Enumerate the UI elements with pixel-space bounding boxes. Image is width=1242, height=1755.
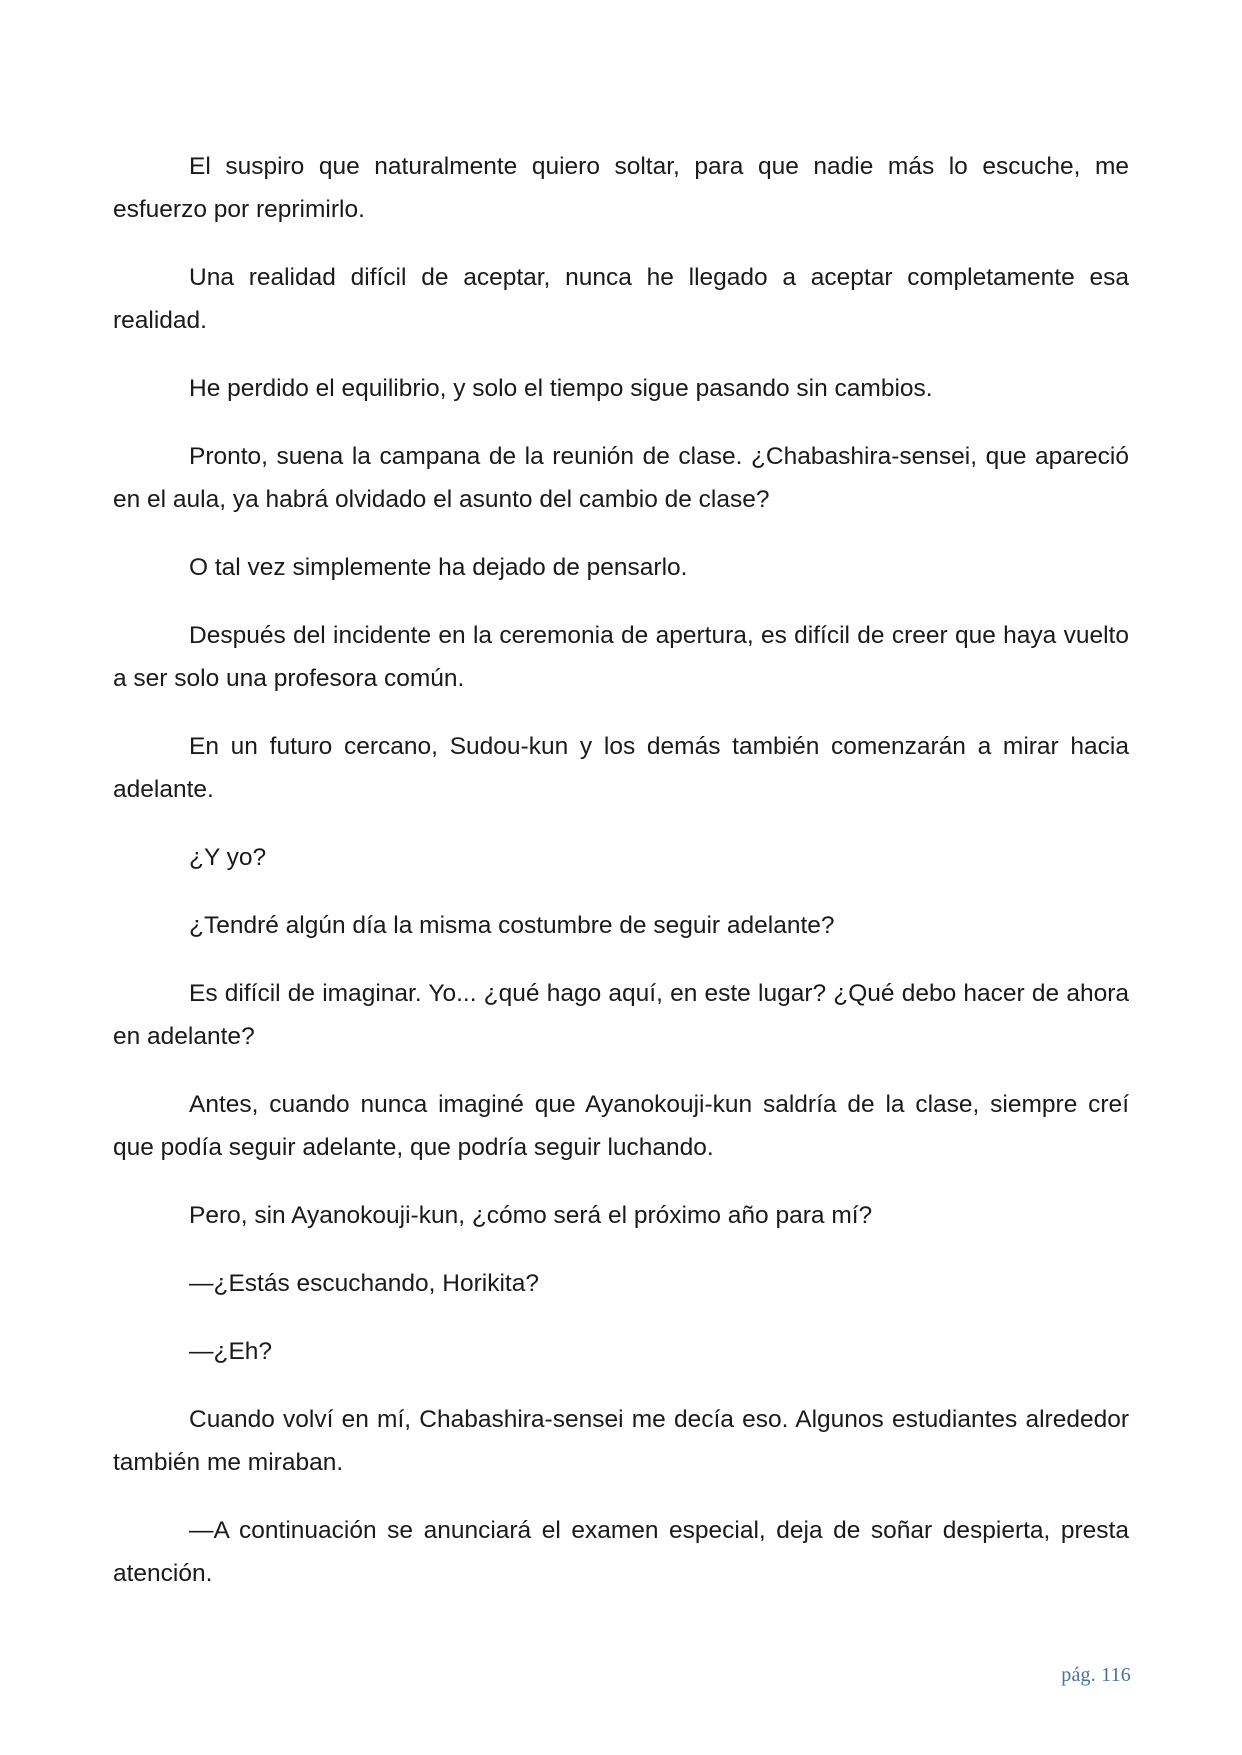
paragraph: —¿Eh?: [189, 1338, 273, 1365]
paragraph: ¿Tendré algún día la misma costumbre de seguir adelante?: [189, 912, 835, 939]
paragraph: Pero, sin Ayanokouji-kun, ¿cómo será el próximo año para mí?: [189, 1202, 873, 1229]
paragraph: Pronto, suena la campana de la reunión de clase. ¿Chabashira-sensei, que apareció en el aula, ya habrá olvidado el asunto del cambio de clase?: [113, 443, 1129, 513]
paragraph: Después del incidente en la ceremonia de apertura, es difícil de creer que haya vuelto a ser solo una profesora común.: [113, 622, 1129, 692]
paragraph: En un futuro cercano, Sudou-kun y los demás también comenzarán a mirar hacia adelante.: [113, 733, 1129, 803]
paragraph: Una realidad difícil de aceptar, nunca he llegado a aceptar completamente esa realidad.: [113, 264, 1129, 334]
paragraph: —¿Estás escuchando, Horikita?: [189, 1270, 539, 1297]
paragraph: Antes, cuando nunca imaginé que Ayanokouji-kun saldría de la clase, siempre creí que podía seguir adelante, que podría seguir luchando.: [113, 1091, 1129, 1161]
paragraph: Cuando volví en mí, Chabashira-sensei me decía eso. Algunos estudiantes alrededor también me miraban.: [113, 1406, 1129, 1476]
paragraph: ¿Y yo?: [189, 844, 267, 871]
paragraph: —A continuación se anunciará el examen especial, deja de soñar despierta, presta atención.: [113, 1517, 1129, 1587]
paragraph: El suspiro que naturalmente quiero soltar, para que nadie más lo escuche, me esfuerzo por reprimirlo.: [113, 153, 1129, 223]
paragraph: Es difícil de imaginar. Yo... ¿qué hago aquí, en este lugar? ¿Qué debo hacer de ahora en adelante?: [113, 980, 1129, 1050]
body-text: [113, 145, 1129, 1620]
paragraph: O tal vez simplemente ha dejado de pensarlo.: [189, 554, 688, 581]
paragraph: He perdido el equilibrio, y solo el tiempo sigue pasando sin cambios.: [189, 375, 933, 402]
page-number: pág. 116: [1061, 1664, 1131, 1686]
